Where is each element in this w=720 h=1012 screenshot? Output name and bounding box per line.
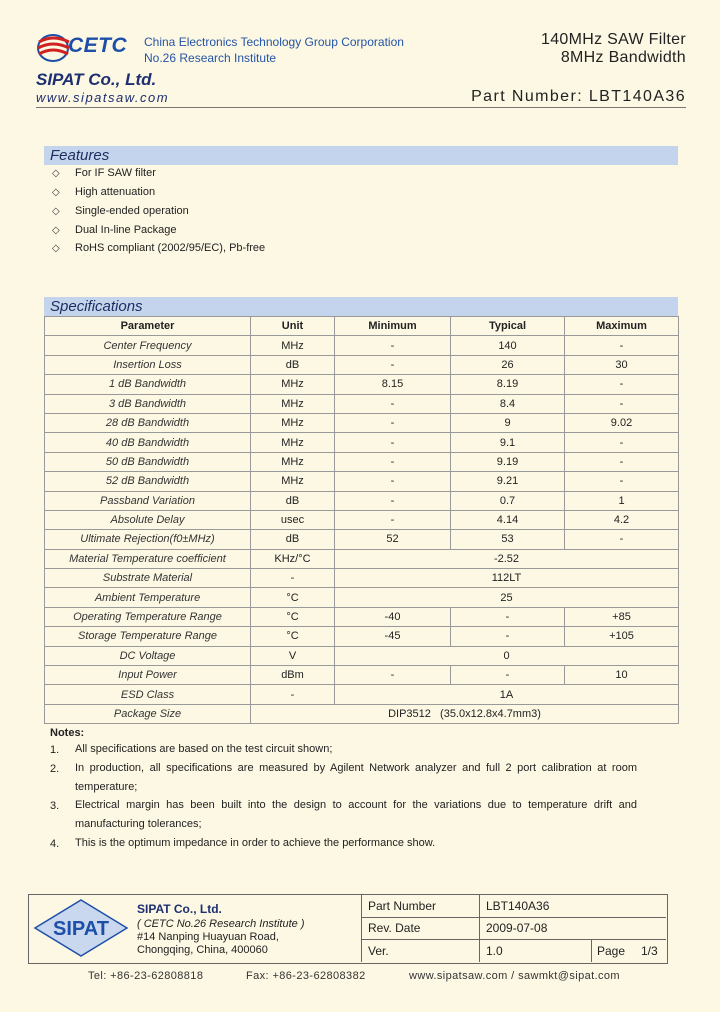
param-cell: 50 dB Bandwidth xyxy=(45,452,251,471)
param-cell: Storage Temperature Range xyxy=(45,627,251,646)
min-cell: - xyxy=(335,355,451,374)
unit-cell: °C xyxy=(251,627,335,646)
website-link[interactable]: www.sipatsaw.com xyxy=(36,90,170,105)
typ-cell: 9 xyxy=(451,413,565,432)
unit-cell: usec xyxy=(251,510,335,529)
features-section-bar xyxy=(44,146,678,165)
specifications-table xyxy=(44,316,679,724)
unit-cell: dB xyxy=(251,355,335,374)
table-header-row xyxy=(45,317,679,336)
header-divider xyxy=(36,107,686,108)
table-row xyxy=(45,452,679,471)
table-row xyxy=(45,549,679,568)
footer-institute: ( CETC No.26 Research Institute ) xyxy=(137,918,305,930)
value-cell: 0 xyxy=(335,646,679,665)
min-cell: 8.15 xyxy=(335,375,451,394)
typ-cell: - xyxy=(451,666,565,685)
note-text: Electrical margin has been built into the design to account for the variations due to temperature drift and manufacturing tolerances; xyxy=(75,799,637,830)
param-cell: 52 dB Bandwidth xyxy=(45,472,251,491)
footer-fax: Fax: +86-23-62808382 xyxy=(246,970,366,982)
diamond-bullet-icon: ◇ xyxy=(52,243,60,254)
param-cell: Material Temperature coefficient xyxy=(45,549,251,568)
column-header: Typical xyxy=(451,317,565,336)
typ-cell: 9.19 xyxy=(451,452,565,471)
param-cell: 3 dB Bandwidth xyxy=(45,394,251,413)
min-cell: - xyxy=(335,666,451,685)
max-cell: - xyxy=(565,394,679,413)
typ-cell: 9.1 xyxy=(451,433,565,452)
unit-cell: - xyxy=(251,569,335,588)
table-row xyxy=(45,413,679,432)
cetc-brand-text: CETC xyxy=(68,34,128,57)
param-cell: 1 dB Bandwidth xyxy=(45,375,251,394)
table-row xyxy=(45,472,679,491)
max-cell: 1 xyxy=(565,491,679,510)
unit-cell: MHz xyxy=(251,394,335,413)
value-cell: 112LT xyxy=(335,569,679,588)
product-title: 140MHz SAW Filter xyxy=(541,31,686,48)
param-cell: Substrate Material xyxy=(45,569,251,588)
table-row xyxy=(45,394,679,413)
product-subtitle: 8MHz Bandwidth xyxy=(560,49,686,66)
feature-item: ◇ Single-ended operation xyxy=(52,205,189,217)
table-row xyxy=(45,627,679,646)
features-title: Features xyxy=(50,147,110,164)
footer-divider xyxy=(361,917,666,918)
table-row xyxy=(45,646,679,665)
typ-cell: 4.14 xyxy=(451,510,565,529)
unit-cell: °C xyxy=(251,607,335,626)
rev-date-label: Rev. Date xyxy=(368,921,421,935)
note-number: 4. xyxy=(50,838,60,850)
note-text: In production, all specifications are measured by Agilent Network analyzer and full 2 port calibration at room temperature; xyxy=(75,762,637,793)
page-value: 1/3 xyxy=(641,944,658,958)
table-row xyxy=(45,685,679,704)
feature-item: ◇ RoHS compliant (2002/95/EC), Pb-free xyxy=(52,242,266,254)
value-cell: 1A xyxy=(335,685,679,704)
min-cell: -45 xyxy=(335,627,451,646)
note-number: 1. xyxy=(50,744,60,756)
max-cell: +85 xyxy=(565,607,679,626)
max-cell: - xyxy=(565,530,679,549)
max-cell: - xyxy=(565,375,679,394)
footer-divider xyxy=(361,939,666,940)
max-cell: - xyxy=(565,336,679,355)
table-row xyxy=(45,375,679,394)
param-cell: Package Size xyxy=(45,704,251,723)
typ-cell: - xyxy=(451,627,565,646)
version-value: 1.0 xyxy=(486,944,503,958)
param-cell: Ambient Temperature xyxy=(45,588,251,607)
table-row xyxy=(45,510,679,529)
rev-date-value: 2009-07-08 xyxy=(486,921,548,935)
param-cell: Absolute Delay xyxy=(45,510,251,529)
column-header: Parameter xyxy=(45,317,251,336)
part-number: Part Number: LBT140A36 xyxy=(471,88,686,105)
table-row xyxy=(45,607,679,626)
feature-item: ◇ For IF SAW filter xyxy=(52,167,156,179)
page-label: Page xyxy=(597,944,626,958)
max-cell: - xyxy=(565,452,679,471)
unit-cell: V xyxy=(251,646,335,665)
feature-item: ◇ Dual In-line Package xyxy=(52,224,177,236)
param-cell: ESD Class xyxy=(45,685,251,704)
max-cell: 30 xyxy=(565,355,679,374)
max-cell: 10 xyxy=(565,666,679,685)
footer-divider xyxy=(591,939,592,962)
unit-cell: MHz xyxy=(251,336,335,355)
table-row xyxy=(45,336,679,355)
footer-company: SIPAT Co., Ltd. xyxy=(137,902,222,916)
version-label: Ver. xyxy=(368,944,389,958)
specifications-title: Specifications xyxy=(50,298,143,315)
sipat-diamond-icon xyxy=(32,897,130,959)
unit-cell: dBm xyxy=(251,666,335,685)
typ-cell: 140 xyxy=(451,336,565,355)
param-cell: Ultimate Rejection(f0±MHz) xyxy=(45,530,251,549)
unit-cell: MHz xyxy=(251,452,335,471)
diamond-bullet-icon: ◇ xyxy=(52,168,60,179)
note-number: 3. xyxy=(50,800,60,812)
max-cell: - xyxy=(565,433,679,452)
table-row xyxy=(45,491,679,510)
min-cell: - xyxy=(335,394,451,413)
table-row xyxy=(45,530,679,549)
column-header: Minimum xyxy=(335,317,451,336)
table-row xyxy=(45,588,679,607)
table-row xyxy=(45,433,679,452)
org-line-1: China Electronics Technology Group Corporation xyxy=(144,35,404,49)
specifications-section-bar xyxy=(44,297,678,316)
max-cell: - xyxy=(565,472,679,491)
min-cell: - xyxy=(335,433,451,452)
value-cell: DIP3512 (35.0x12.8x4.7mm3) xyxy=(251,704,679,723)
table-row xyxy=(45,704,679,723)
unit-cell: dB xyxy=(251,530,335,549)
param-cell: 40 dB Bandwidth xyxy=(45,433,251,452)
param-cell: Input Power xyxy=(45,666,251,685)
param-cell: 28 dB Bandwidth xyxy=(45,413,251,432)
param-cell: Operating Temperature Range xyxy=(45,607,251,626)
unit-cell: MHz xyxy=(251,413,335,432)
min-cell: -40 xyxy=(335,607,451,626)
typ-cell: 53 xyxy=(451,530,565,549)
footer-divider xyxy=(361,894,362,962)
unit-cell: °C xyxy=(251,588,335,607)
param-cell: Insertion Loss xyxy=(45,355,251,374)
unit-cell: dB xyxy=(251,491,335,510)
typ-cell: 9.21 xyxy=(451,472,565,491)
typ-cell: 8.4 xyxy=(451,394,565,413)
footer-tel: Tel: +86-23-62808818 xyxy=(88,970,204,982)
footer-address-1: #14 Nanping Huayuan Road, xyxy=(137,931,279,943)
cetc-globe-icon xyxy=(36,30,72,66)
sipat-logo-text: SIPAT xyxy=(53,918,109,940)
min-cell: - xyxy=(335,510,451,529)
param-cell: DC Voltage xyxy=(45,646,251,665)
footer-address-2: Chongqing, China, 400060 xyxy=(137,944,268,956)
note-number: 2. xyxy=(50,763,60,775)
footer-divider xyxy=(479,894,480,962)
min-cell: - xyxy=(335,413,451,432)
part-number-label: Part Number xyxy=(368,899,437,913)
company-name: SIPAT Co., Ltd. xyxy=(36,70,157,89)
max-cell: 4.2 xyxy=(565,510,679,529)
unit-cell: - xyxy=(251,685,335,704)
feature-item: ◇ High attenuation xyxy=(52,186,156,198)
unit-cell: KHz/°C xyxy=(251,549,335,568)
column-header: Maximum xyxy=(565,317,679,336)
min-cell: 52 xyxy=(335,530,451,549)
diamond-bullet-icon: ◇ xyxy=(52,225,60,236)
diamond-bullet-icon: ◇ xyxy=(52,187,60,198)
note-text: All specifications are based on the test circuit shown; xyxy=(75,743,333,755)
part-number-value: LBT140A36 xyxy=(486,899,550,913)
diamond-bullet-icon: ◇ xyxy=(52,206,60,217)
min-cell: - xyxy=(335,336,451,355)
param-cell: Passband Variation xyxy=(45,491,251,510)
typ-cell: 26 xyxy=(451,355,565,374)
table-row xyxy=(45,666,679,685)
notes-title: Notes: xyxy=(50,727,85,739)
unit-cell: MHz xyxy=(251,375,335,394)
typ-cell: - xyxy=(451,607,565,626)
table-row xyxy=(45,355,679,374)
typ-cell: 0.7 xyxy=(451,491,565,510)
typ-cell: 8.19 xyxy=(451,375,565,394)
footer-contact[interactable]: www.sipatsaw.com / sawmkt@sipat.com xyxy=(409,970,620,982)
param-cell: Center Frequency xyxy=(45,336,251,355)
column-header: Unit xyxy=(251,317,335,336)
max-cell: +105 xyxy=(565,627,679,646)
org-line-2: No.26 Research Institute xyxy=(144,51,277,65)
min-cell: - xyxy=(335,472,451,491)
unit-cell: MHz xyxy=(251,433,335,452)
value-cell: 25 xyxy=(335,588,679,607)
note-text: This is the optimum impedance in order to achieve the performance show. xyxy=(75,837,436,849)
table-row xyxy=(45,569,679,588)
max-cell: 9.02 xyxy=(565,413,679,432)
min-cell: - xyxy=(335,491,451,510)
min-cell: - xyxy=(335,452,451,471)
sipat-logo xyxy=(32,897,130,959)
unit-cell: MHz xyxy=(251,472,335,491)
value-cell: -2.52 xyxy=(335,549,679,568)
